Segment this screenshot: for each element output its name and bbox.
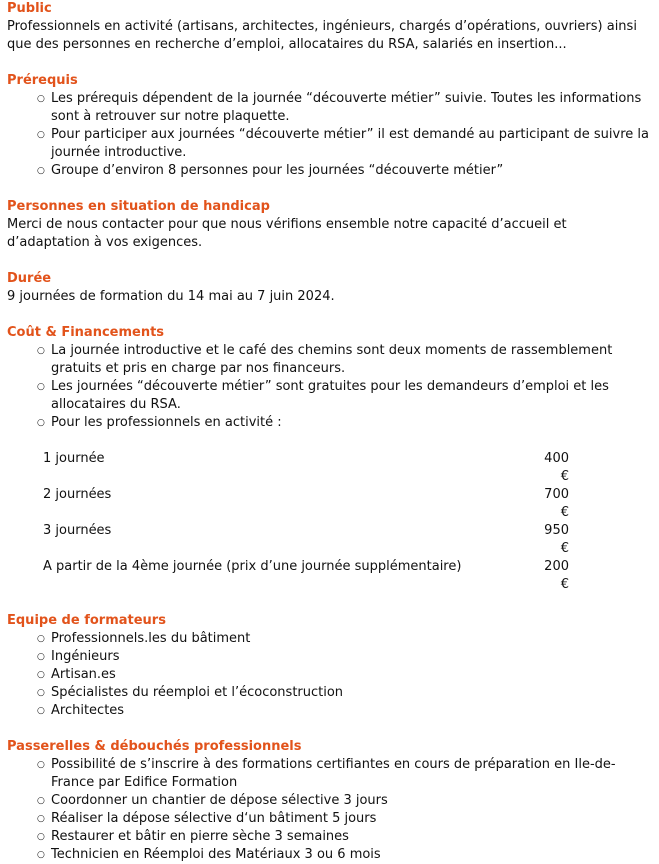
bullet-icon: ○ <box>37 346 45 356</box>
list-item-text: Restaurer et bâtir en pierre sèche 3 semaines <box>51 829 349 844</box>
section-text: Merci de nous contacter pour que nous vérifions ensemble notre capacité d’accueil et d’adaptation à vos exigences. <box>7 217 567 250</box>
section-passerelles <box>7 738 651 864</box>
list-item <box>37 126 651 162</box>
list-item-text: Les prérequis dépendent de la journée “découverte métier” suivie. Toutes les informations sont à retrouver sur notre plaquette. <box>51 91 642 124</box>
bullet-icon: ○ <box>37 688 45 698</box>
list-item-text: Possibilité de s’inscrire à des formations certifiantes en cours de préparation en Ile-de-France par Edifice Formation <box>51 757 616 790</box>
section-handicap <box>7 198 651 252</box>
price-label: 2 journées <box>43 487 112 502</box>
list-item <box>37 702 651 720</box>
table-row <box>43 486 569 522</box>
bullet-list <box>7 342 651 432</box>
list-item-text: Coordonner un chantier de dépose sélective 3 jours <box>51 793 388 808</box>
list-item-text: Artisan.es <box>51 667 116 682</box>
bullet-icon: ○ <box>37 94 45 104</box>
bullet-icon: ○ <box>37 130 45 140</box>
list-item <box>37 756 651 792</box>
bullet-icon: ○ <box>37 166 45 176</box>
list-item <box>37 810 651 828</box>
list-item-text: Professionnels.les du bâtiment <box>51 631 251 646</box>
bullet-icon: ○ <box>37 850 45 860</box>
list-item <box>37 630 651 648</box>
section-title: Prérequis <box>7 73 78 88</box>
bullet-icon: ○ <box>37 796 45 806</box>
section-title: Personnes en situation de handicap <box>7 199 270 214</box>
section-title: Coût & Financements <box>7 325 165 340</box>
price-label: 1 journée <box>43 451 105 466</box>
list-item <box>37 648 651 666</box>
list-item-text: Réaliser la dépose sélective d‘un bâtiment 5 jours <box>51 811 377 826</box>
bullet-icon: ○ <box>37 634 45 644</box>
list-item <box>37 90 651 126</box>
list-item <box>37 378 651 414</box>
list-item-text: Groupe d’environ 8 personnes pour les journées “découverte métier” <box>51 163 504 178</box>
list-item-text: Spécialistes du réemploi et l’écoconstruction <box>51 685 344 700</box>
price-label: A partir de la 4ème journée (prix d’une journée supplémentaire) <box>43 559 462 574</box>
list-item <box>37 342 651 378</box>
bullet-icon: ○ <box>37 706 45 716</box>
list-item-text: Ingénieurs <box>51 649 120 664</box>
price-label: 3 journées <box>43 523 112 538</box>
section-cout <box>7 324 651 594</box>
section-title: Passerelles & débouchés professionnels <box>7 739 302 754</box>
bullet-icon: ○ <box>37 832 45 842</box>
bullet-icon: ○ <box>37 652 45 662</box>
bullet-icon: ○ <box>37 418 45 428</box>
list-item <box>37 666 651 684</box>
list-item <box>37 828 651 846</box>
bullet-icon: ○ <box>37 670 45 680</box>
bullet-list <box>7 756 651 864</box>
price-value: 950 € <box>544 523 569 556</box>
table-row <box>43 450 569 486</box>
section-equipe <box>7 612 651 720</box>
list-item <box>37 162 651 180</box>
bullet-icon: ○ <box>37 760 45 770</box>
bullet-icon: ○ <box>37 814 45 824</box>
section-title: Durée <box>7 271 52 286</box>
list-item-text: La journée introductive et le café des chemins sont deux moments de rassemblement gratuits et pris en charge par nos financeurs. <box>51 343 613 376</box>
price-value: 200 € <box>544 559 569 592</box>
table-row <box>43 522 569 558</box>
price-table <box>43 450 569 594</box>
section-public <box>7 0 651 54</box>
section-title: Public <box>7 1 52 16</box>
price-value: 700 € <box>544 487 569 520</box>
list-item <box>37 684 651 702</box>
section-prerequis <box>7 72 651 180</box>
price-value: 400 € <box>544 451 569 484</box>
list-item-text: Technicien en Réemploi des Matériaux 3 ou 6 mois <box>51 847 381 862</box>
bullet-list <box>7 630 651 720</box>
bullet-list <box>7 90 651 180</box>
section-text: 9 journées de formation du 14 mai au 7 juin 2024. <box>7 289 335 304</box>
bullet-icon: ○ <box>37 382 45 392</box>
list-item <box>37 792 651 810</box>
section-title: Equipe de formateurs <box>7 613 166 628</box>
list-item-text: Architectes <box>51 703 125 718</box>
list-item-text: Pour participer aux journées “découverte métier” il est demandé au participant de suivre la journée introductive. <box>51 127 649 160</box>
section-duree <box>7 270 651 306</box>
list-item-text: Les journées “découverte métier” sont gratuites pour les demandeurs d’emploi et les allocataires du RSA. <box>51 379 609 412</box>
table-row <box>43 558 569 594</box>
list-item <box>37 846 651 864</box>
list-item <box>37 414 651 432</box>
list-item-text: Pour les professionnels en activité : <box>51 415 282 430</box>
section-text: Professionnels en activité (artisans, architectes, ingénieurs, chargés d’opérations, ouvriers) ainsi que des personnes en recherche d’emploi, allocataires du RSA, salariés en insertion... <box>7 19 637 52</box>
